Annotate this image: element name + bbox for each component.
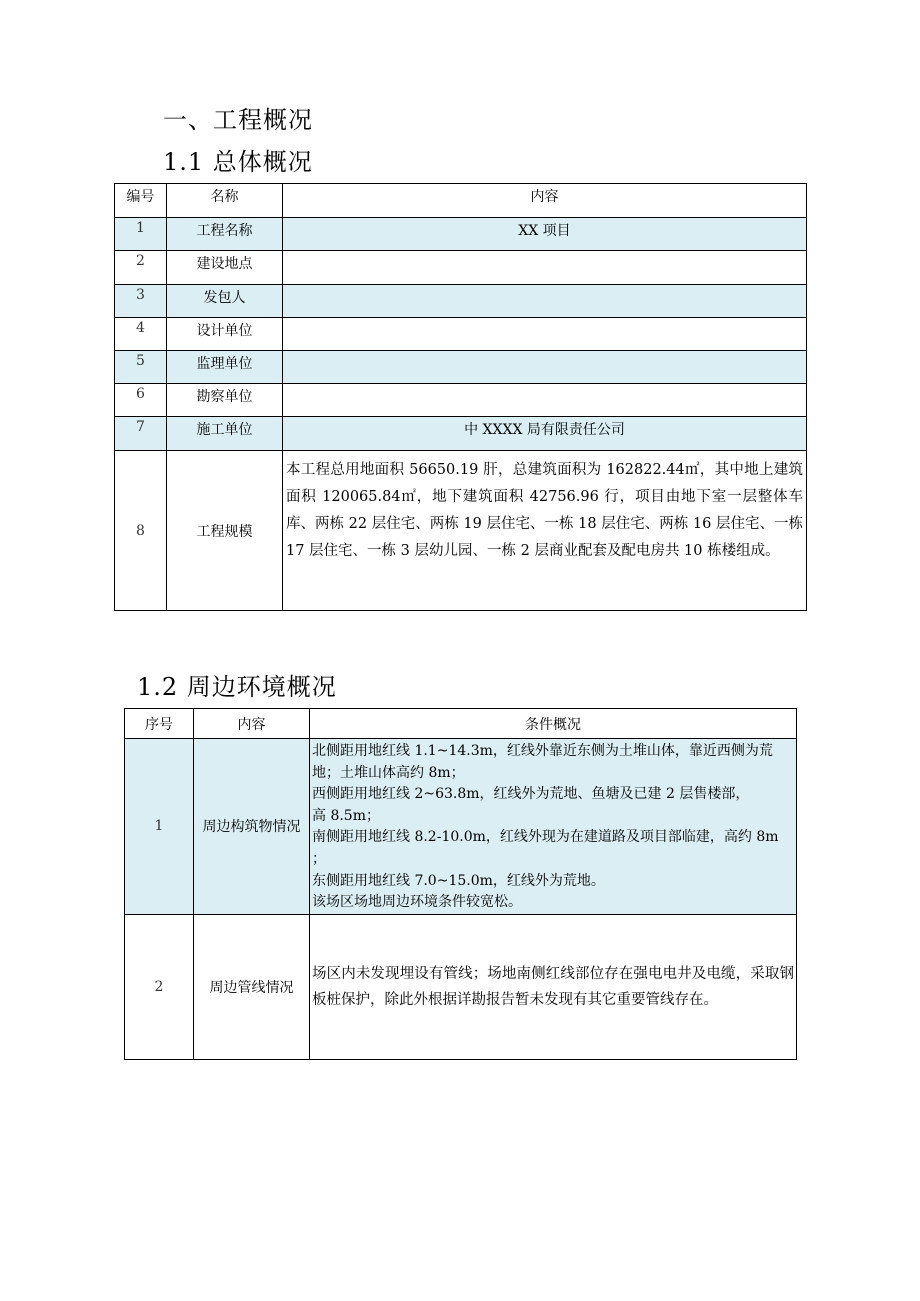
condition-line: ； — [312, 850, 326, 867]
row-content: 本工程总用地面积 56650.19 肝，总建筑面积为 162822.44㎡，其中地上建筑面积 120065.84㎡，地下建筑面积 42756.96 行，项目由地下室一层整体车库、两栋 22 层住宅、两栋 19 层住宅、一栋 18 层住宅、两栋 16 层住宅、一栋 17 层住宅、一栋 3 层幼儿园、一栋 2 层商业配套及配电房共 10 栋楼组成。 — [283, 451, 807, 611]
row-number: 3 — [115, 285, 167, 318]
condition-line: 该场区场地周边环境条件较宽松。 — [312, 894, 522, 911]
row-name: 发包人 — [167, 285, 283, 318]
row-number: 2 — [115, 251, 167, 285]
condition-line: 东侧距用地红线 7.0~15.0m，红线外为荒地。 — [312, 872, 605, 889]
row-number: 5 — [115, 351, 167, 384]
row-item: 周边构筑物情况 — [194, 739, 310, 915]
row-content — [283, 285, 807, 318]
row-name: 工程名称 — [167, 218, 283, 251]
table-row — [115, 384, 807, 417]
column-header: 名称 — [167, 184, 283, 218]
table-row — [115, 451, 807, 611]
overview-table — [114, 183, 807, 611]
row-name: 监理单位 — [167, 351, 283, 384]
table-row — [115, 251, 807, 285]
row-name: 勘察单位 — [167, 384, 283, 417]
table-row — [115, 218, 807, 251]
column-header: 条件概况 — [310, 709, 797, 739]
row-name: 施工单位 — [167, 417, 283, 451]
row-conditions: 场区内未发现埋设有管线；场地南侧红线部位存在强电电井及电缆，采取钢板桩保护，除此外根据详勘报告暂未发现有其它重要管线存在。 — [310, 914, 797, 1059]
table-row — [125, 739, 797, 915]
row-content — [283, 351, 807, 384]
row-content — [283, 251, 807, 285]
row-name: 设计单位 — [167, 318, 283, 351]
column-header: 内容 — [194, 709, 310, 739]
table-row — [115, 318, 807, 351]
row-number: 2 — [125, 914, 194, 1059]
row-content — [283, 318, 807, 351]
condition-line: 北侧距用地红线 1.1~14.3m，红线外靠近东侧为土堆山体，靠近西侧为荒 — [312, 743, 773, 759]
subsection-heading-surroundings: 1.2 周边环境概况 — [137, 673, 337, 701]
table-row — [125, 914, 797, 1059]
table-header-row — [125, 709, 797, 739]
condition-line: 南侧距用地红线 8.2-10.0m，红线外现为在建道路及项目部临建，高约 8m — [312, 829, 779, 846]
table-row — [115, 285, 807, 318]
row-number: 4 — [115, 318, 167, 351]
row-number: 1 — [125, 739, 194, 915]
condition-line: 西侧距用地红线 2~63.8m，红线外为荒地、鱼塘及已建 2 层售楼部， — [312, 786, 750, 803]
row-content — [283, 384, 807, 417]
row-item: 周边管线情况 — [194, 914, 310, 1059]
row-number: 6 — [115, 384, 167, 417]
row-number: 7 — [115, 417, 167, 451]
surroundings-table — [124, 708, 797, 1060]
column-header: 内容 — [283, 184, 807, 218]
column-header: 序号 — [125, 709, 194, 739]
condition-line: 地；土堆山体高约 8m； — [312, 764, 465, 781]
row-content: XX 项目 — [283, 218, 807, 251]
row-number: 1 — [115, 218, 167, 251]
row-name: 工程规模 — [167, 451, 283, 611]
row-content: 中 XXXX 局有限责任公司 — [283, 417, 807, 451]
row-conditions — [310, 739, 797, 915]
row-name: 建设地点 — [167, 251, 283, 285]
table-row — [115, 351, 807, 384]
table-header-row — [115, 184, 807, 218]
table-row — [115, 417, 807, 451]
row-number: 8 — [115, 451, 167, 611]
condition-line: 高 8.5m； — [312, 807, 380, 824]
section-heading: 一、工程概况 — [163, 106, 313, 134]
subsection-heading-overview: 1.1 总体概况 — [163, 148, 313, 176]
column-header: 编号 — [115, 184, 167, 218]
